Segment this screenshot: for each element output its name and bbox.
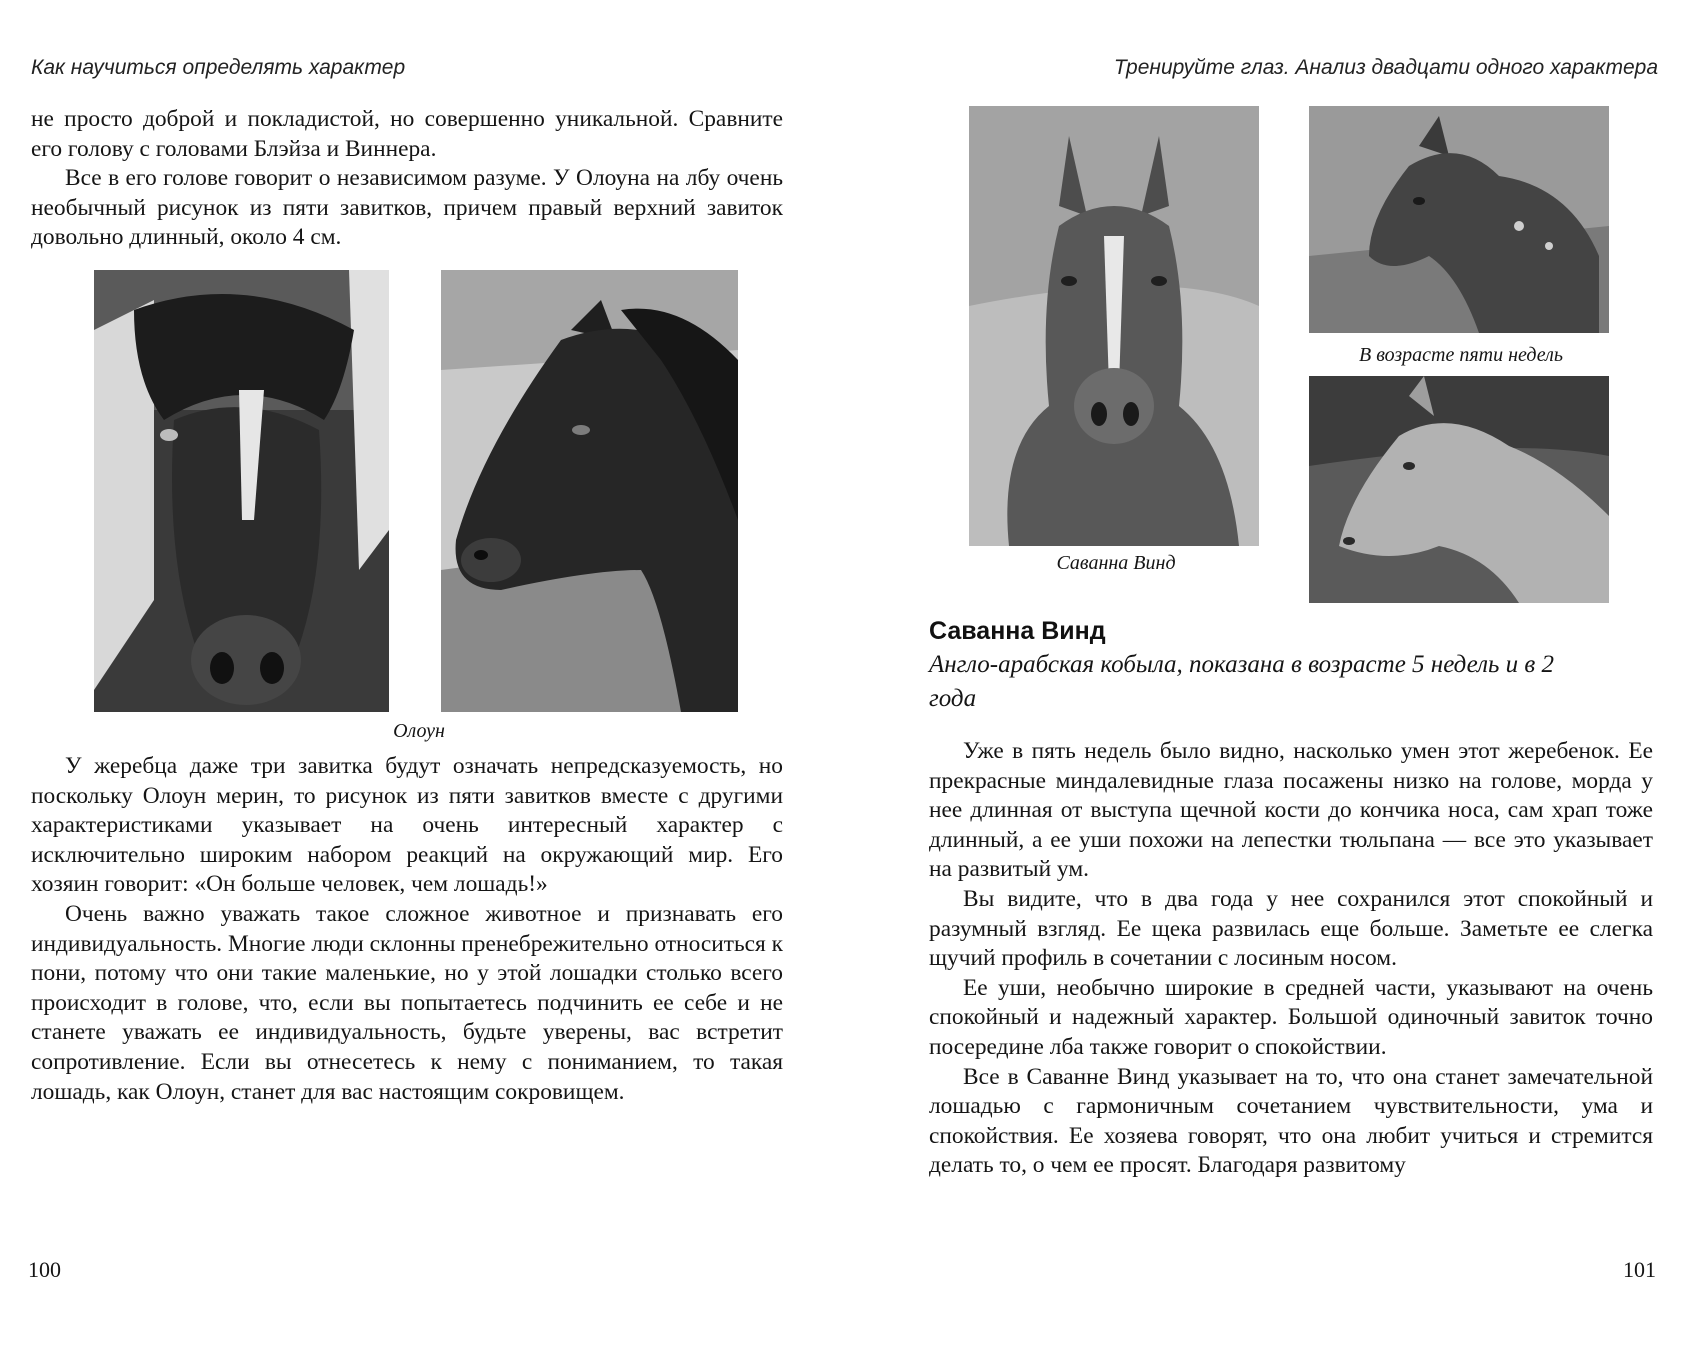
paragraph: Уже в пять недель было видно, насколько умен этот жеребенок. Ее прекрасные миндалевидные глаза посажены низко на голове, морда у нее длинная от выступа щечной кости до кончика носа, сам храп тоже длинный, а ее уши похожи на лепестки тюльпана — все это указывает на развитый ум.: [929, 738, 1653, 883]
left-page-number: 100: [28, 1257, 61, 1282]
savanna-wind-caption: Саванна Винд: [1056, 552, 1176, 574]
section-title: Саванна Винд: [929, 617, 1106, 645]
foal-five-weeks-caption: В возрасте пяти недель: [1359, 344, 1563, 366]
paragraph: Ее уши, необычно широкие в средней части, указывают на очень спокойный и надежный характер. Большой одиночный завиток точно посередине лба также говорит о спокойствии.: [929, 974, 1653, 1060]
right-page: [846, 0, 1692, 1371]
savanna-wind-front-photo: [969, 106, 1259, 546]
foal-five-weeks-photo: [1309, 106, 1609, 333]
paragraph: Очень важно уважать такое сложное животное и признавать его индивидуальность. Многие люди склонны пренебрежительно относиться к пони, потому что они такие маленькие, но у этой лошадки столько всего происходит в голове, что, если вы попытаетесь подчинить ее себе и не станете уважать ее индивидуальность, будьте уверены, вас встретит сопротивление. Если вы отнесетесь к нему с пониманием, то такая лошадь, как Олоун, станет для вас настоящим сокровищем.: [31, 900, 783, 1105]
section-subtitle: Англо-арабская кобыла, показана в возрасте 5 недель и в 2 года: [929, 651, 1554, 712]
paragraph: Все в его голове говорит о независимом разуме. У Олоуна на лбу очень необычный рисунок из пяти завитков, причем правый верхний завиток довольно длинный, около 4 см.: [31, 165, 783, 251]
paragraph: У жеребца даже три завитка будут означать непредсказуемость, но поскольку Олоун мерин, то рисунок из пяти завитков вместе с другими характеристиками указывает на очень интересный характер с исключительно широким набором реакций на окружающий мир. Его хозяин говорит: «Он больше человек, чем лошадь!»: [31, 753, 783, 898]
paragraph: не просто доброй и покладистой, но совершенно уникальной. Сравните его голову с головами Блэйза и Виннера.: [31, 106, 783, 162]
paragraph: Вы видите, что в два года у нее сохранился этот спокойный и разумный взгляд. Ее щека развилась еще больше. Заметьте ее слегка щучий профиль в сочетании с лосиным носом.: [929, 885, 1653, 972]
left-top-text: [31, 105, 783, 253]
paragraph: Все в Саванне Винд указывает на то, что она станет замечательной лошадью с гармоничным сочетанием чувствительности, ума и спокойствия. Ее хозяева говорят, что она любит учиться и стремится делать то, о чем ее просят. Благодаря развитому: [929, 1063, 1653, 1179]
oloun-caption: Олоун: [393, 720, 445, 742]
oloun-profile-photo: [441, 270, 738, 712]
right-running-head: Тренируйте глаз. Анализ двадцати одного характера: [1113, 56, 1658, 79]
oloun-front-photo: [94, 270, 389, 712]
foal-profile-photo: [1309, 376, 1609, 603]
right-body-text: [929, 737, 1653, 1181]
right-page-number: 101: [1623, 1257, 1656, 1282]
left-bottom-text: [31, 752, 783, 1107]
left-running-head: Как научиться определять характер: [31, 56, 406, 79]
